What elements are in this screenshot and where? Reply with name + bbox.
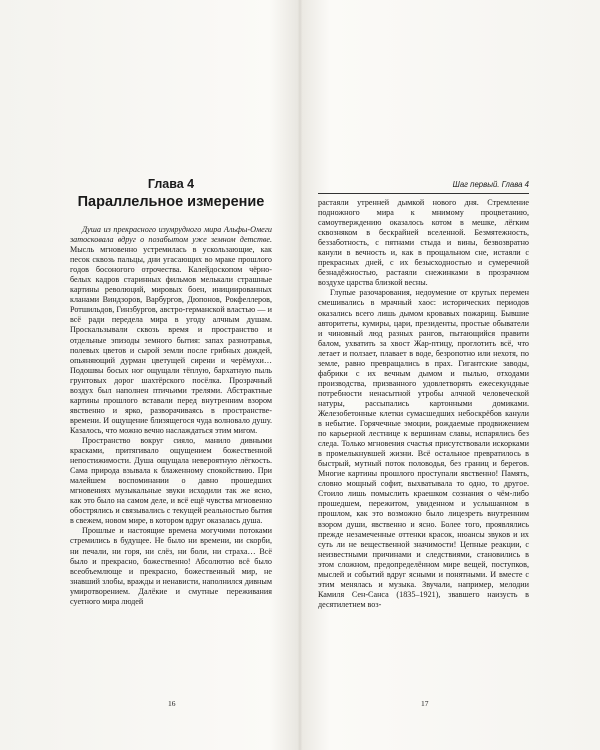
page-number: 16 xyxy=(168,699,176,708)
paragraph: растаяли утренней дымкой нового дня. Стремление подножного мира к мнимому процветанию, самоутверждению оказалось котом в мешке, лёгким сквозняком в бескрайней вселенной. Безмятежность, беззаботность, с пятнами стыда и вины, безвозвратно канули в вечность и, как в прощальном сне, истаяли с прекрасных дней, с их безысходностью и сумеречной безнадёжностью, растаяли снежинками в прозрачном воздухе царства близкой весны. xyxy=(318,198,529,288)
epigraph: Душа из прекрасного изумрудного мира Альфы-Омеги затосковала вдруг о позабытом уже земном детстве. xyxy=(70,225,272,245)
right-text-column xyxy=(318,198,529,610)
chapter-title: Параллельное измерение xyxy=(77,194,265,210)
page-number: 17 xyxy=(421,699,429,708)
paragraph xyxy=(70,225,272,436)
paragraph: Пространство вокруг сияло, манило дивными красками, притягивало ощущением божественной непостижимости. Душа ощущала невероятную лёгкость. Сама природа взывала к блаженному спокойствию. При малейшем воспоминании о давно прошедших мгновениях музыкальные звуки исходили так же ясно, как это было на самом деле, и всё ещё чувства мгновенно обострялись и связывались с текущей реальностью бытия в свежем, новом мире, в котором вдруг оказалась душа. xyxy=(70,435,272,526)
right-page xyxy=(300,0,600,750)
left-text-column xyxy=(70,225,272,607)
running-head: Шаг первый. Глава 4 xyxy=(452,180,529,189)
paragraph-text: Мысль мгновенно устремилась в ускользающие, как песок сквозь пальцы, дни угасающих во мраке прошлого годов босоногого отрочества. Калейдоскопом чёрно-белых кадров старинных фильмов мелькали страшные картины революций, мировых боен, инициированных кланами Виндзоров, Варбургов, Дюпонов, Рокфеллеров, Ротшильдов, Гинзбургов, австро-германской властью — и всё ради передела мира в угоду алчным душам. Проскальзывали сквозь время и пространство и отдельные эпизоды земного бытия: запах разнотравья, полевых цветов и сырой земли после грибных дождей, опьяняющий дурман цветущей сирени и черёмухи… Подошвы босых ног ощущали тёплую, бархатную пыль грунтовых дорог шахтёрского посёлка. Прозрачный воздух был наполнен птичьими трелями. Абстрактные картины прошлого вставали перед внутренним взором явственно и ярко, разворачиваясь в пространстве-времени. И ощущение близящегося чуда волновало душу. Казалось, что можно вечно наслаждаться этим мигом. xyxy=(70,245,272,435)
running-head-rule xyxy=(318,193,529,194)
paragraph: Глупые разочарования, недоумение от крутых перемен смешивались в мрачный хаос: исторических периодов оказались всего лишь дымом кровавых пожарищ. Бывшие авторитеты, кумиры, цари, президенты, простые обыватели и чиновный люд разных рангов, пытающийся правити балом, ухватить за хвост Жар-птицу, проглотить всё, что летает и ползает, плавает в воде, безропотно или нехотя, по земле, равно превращались в прах. Гигантские заводы, фабрики с их вечным дымом и пылью, отходами производства, призванного удовлетворять ежесекундные потребности ненасытной утробы алчной человеческой натуры, рассыпались картонными домиками. Железобетонные клетки сумасшедших небоскрёбов канули в небытие. Горячечные эмоции, рождаемые продвижением по карьерной лестнице к вершинам славы, испарялись без следа. Только мгновения счастья присутствовали искорками в промелькнувшей жизни. Всё остальное превратилось в быстрый, мутный поток половодья, без границ и берегов. Многие картины прошлого проступали явственно! Память, словно мощный софит, выхватывала то одно, то другое. Стоило лишь помыслить краешком сознания о чём-либо прошедшем, пережитом, увиденном и услышанном в прошлом, как это возможно было лицезреть внутренним взором души, явственно и ясно. Более того, проявлялись прежде незамеченные оттенки красок, нюансы звуков и их суть ли не вещественной значимости! Цепные реакции, с неизвестными причинами и следствиями, становились в этом сложном, предопределённом мире вещей, поступков, мыслей и событий вдруг ясными и понятными. И вместе с этим менялась и музыка. Звучали, например, мелодии Камиля Сен-Санса (1835–1921), звавшего наизусть в десятилетнем воз- xyxy=(318,288,529,609)
paragraph: Прошлые и настоящие времена могучими потоками стремились в будущее. Не было ни времени, ни скорби, ни печали, ни горя, ни слёз, ни боли, ни страха… Всё было и прекрасно, божественно! Абсолютно всё было всеобъемлюще и прекрасно, божественный мир, не знавший злобы, вражды и ненависти, наполнился дивным умиротворением. Далёкие и смутные переживания суетного мира людей xyxy=(70,526,272,606)
chapter-label: Глава 4 xyxy=(147,177,195,191)
